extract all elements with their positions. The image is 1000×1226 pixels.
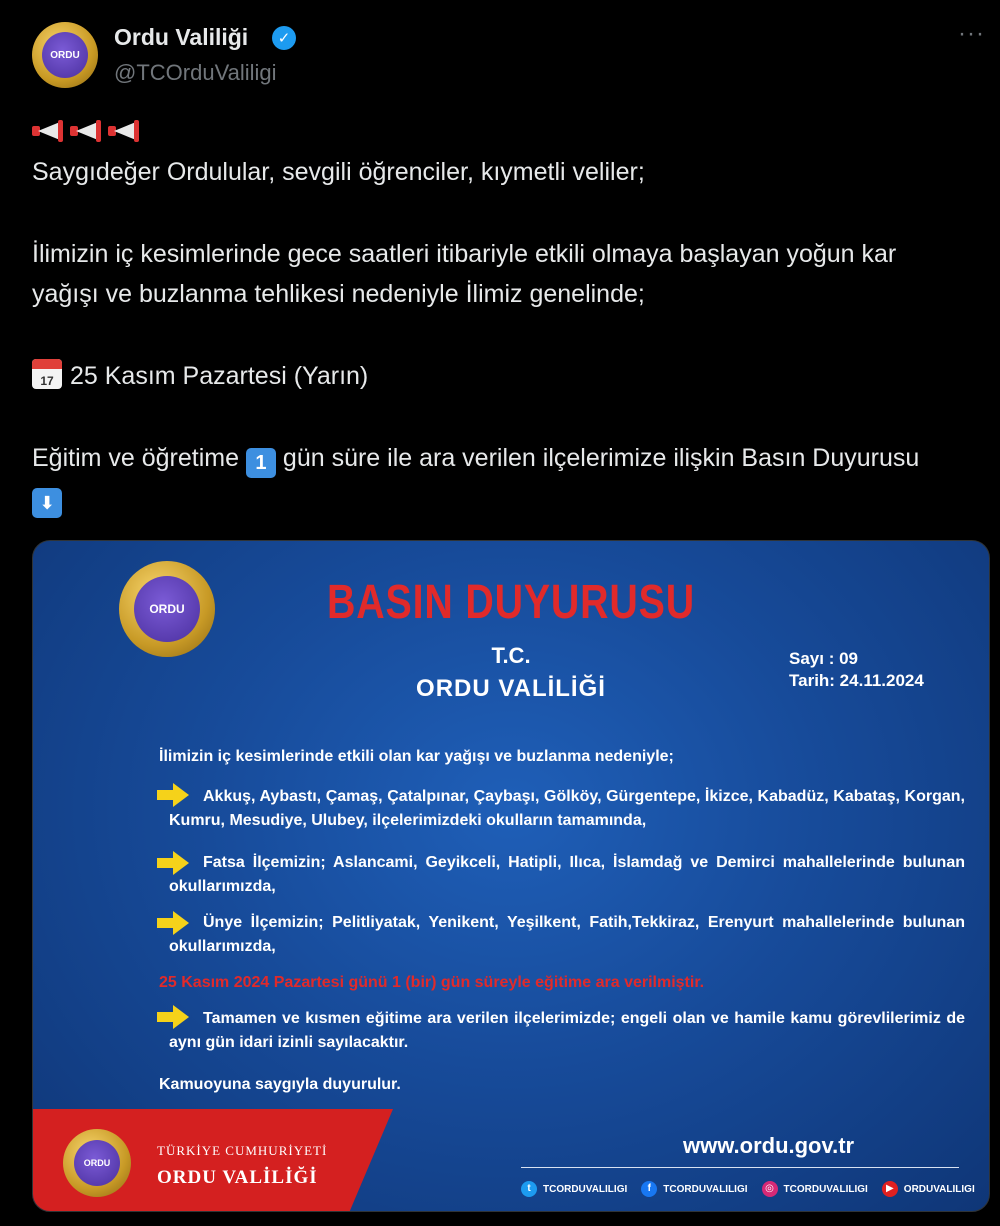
announcement-item-4: Tamamen ve kısmen eğitime ara verilen ilçelerimizde; engeli olan ve hamile kamu görevlilerimiz de aynı gün idari izinli sayılacaktır. <box>169 1010 965 1051</box>
social-item <box>762 1181 868 1197</box>
announcement-number: Sayı : 09 <box>789 649 858 668</box>
announcement-date: Tarih: 24.11.2024 <box>789 671 924 690</box>
announcement-item-2: Fatsa İlçemizin; Aslancami, Geyikceli, Hatipli, Ilıca, İslamdağ ve Demirci mahallelerinde bulunan okullarımızda, <box>169 854 965 895</box>
announcement-org: ORDU VALİLİĞİ <box>416 675 606 702</box>
social-item <box>521 1181 627 1197</box>
megaphone-icon <box>108 118 142 144</box>
tweet-education-text-1: Eğitim ve öğretime <box>32 444 246 472</box>
tweet-date-text: 25 Kasım Pazartesi (Yarın) <box>70 362 369 390</box>
megaphone-icon <box>70 118 104 144</box>
ribbon-seal-icon <box>63 1129 131 1197</box>
announcement-closing: Kamuoyuna saygıyla duyurulur. <box>159 1076 401 1093</box>
down-arrow-icon: ⬇ <box>32 488 62 518</box>
tweet-education-line <box>32 438 952 518</box>
announcement-headline: BASIN DUYURUSU <box>327 576 695 629</box>
instagram-icon: ◎ <box>762 1181 778 1197</box>
megaphone-icon <box>32 118 66 144</box>
tweet-education-text-2: gün süre ile ara verilen ilçelerimize ilişkin Basın Duyurusu <box>275 444 920 472</box>
megaphone-emojis <box>32 118 142 144</box>
avatar-seal-icon <box>42 32 88 78</box>
social-label: TCORDUVALILIGI <box>663 1183 748 1195</box>
social-label: TCORDUVALILIGI <box>783 1183 868 1195</box>
social-label: ORDUVALILIGI <box>903 1183 975 1195</box>
verified-badge-icon: ✓ <box>272 26 296 50</box>
announcement-red-notice: 25 Kasım 2024 Pazartesi günü 1 (bir) gün süreyle eğitime ara verilmiştir. <box>159 974 705 991</box>
tweet-date-line <box>32 356 952 396</box>
more-options-icon[interactable]: ··· <box>958 20 985 47</box>
announcement-intro: İlimizin iç kesimlerinde etkili olan kar yağışı ve buzlanma nedeniyle; <box>159 748 674 765</box>
avatar[interactable] <box>32 22 98 88</box>
social-links <box>521 1181 975 1197</box>
social-item <box>882 1181 975 1197</box>
keycap-one-icon: 1 <box>246 448 276 478</box>
seal-text: ORDU <box>149 602 185 616</box>
twitter-icon: t <box>521 1181 537 1197</box>
social-item <box>641 1181 747 1197</box>
footer-divider <box>521 1167 959 1168</box>
facebook-icon: f <box>641 1181 657 1197</box>
avatar-text: ORDU <box>50 49 80 61</box>
youtube-icon: ▶ <box>882 1181 898 1197</box>
ribbon-seal-text: ORDU <box>83 1158 111 1168</box>
author-display-name[interactable]: Ordu Valiliği <box>114 24 249 50</box>
author-handle[interactable]: @TCOrduValiligi <box>114 60 277 85</box>
announcement-image[interactable] <box>32 540 990 1212</box>
tweet-greeting: Saygıdeğer Ordulular, sevgili öğrenciler, kıymetli veliler; <box>32 158 645 186</box>
website-text: www.ordu.gov.tr <box>683 1133 855 1158</box>
announcement-tc: T.C. <box>491 643 531 668</box>
announcement-item-3: Ünye İlçemizin; Pelitliyatak, Yenikent, Yeşilkent, Fatih,Tekkiraz, Erenyurt mahallelerinde bulunan okullarımızda, <box>169 914 965 955</box>
ribbon-line-1: TÜRKİYE CUMHURİYETİ <box>157 1143 328 1158</box>
tweet-paragraph: İlimizin iç kesimlerinde gece saatleri itibariyle etkili olmaya başlayan yoğun kar yağışı ve buzlanma tehlikesi nedeniyle İlimiz genelinde; <box>32 240 897 308</box>
calendar-icon: 17 <box>32 359 62 389</box>
announcement-item-1: Akkuş, Aybastı, Çamaş, Çatalpınar, Çaybaşı, Gölköy, Gürgentepe, İkizce, Kabadüz, Kabataş, Korgan, Kumru, Mesudiye, Ulubey, ilçelerimizdeki okulların tamamında, <box>169 788 965 829</box>
social-label: TCORDUVALILIGI <box>543 1183 628 1195</box>
ribbon-line-2: ORDU VALİLİĞİ <box>157 1167 318 1188</box>
